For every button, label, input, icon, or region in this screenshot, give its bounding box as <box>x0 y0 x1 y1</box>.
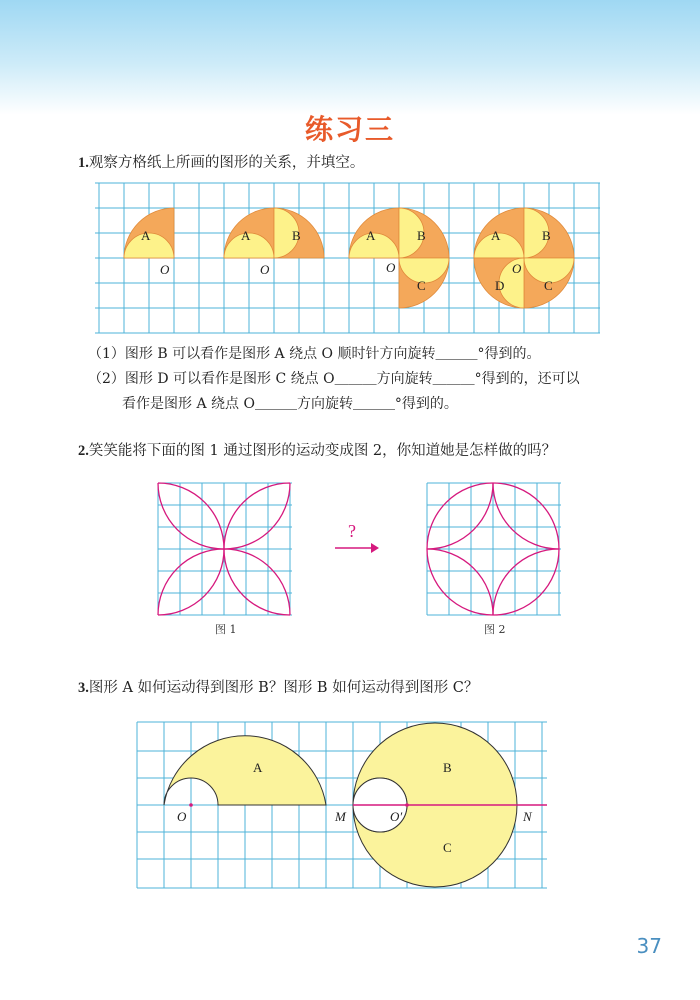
q1-label-o-2: O <box>260 262 270 277</box>
q1-label-a-3: A <box>366 228 376 243</box>
q1-prompt <box>78 153 364 173</box>
q1-label-o-1: O <box>160 262 170 277</box>
q2-arrow <box>333 520 383 560</box>
q1-label-c-3: C <box>417 278 426 293</box>
q1-label-b-3: B <box>417 228 426 243</box>
q3-label-o-prime: O′ <box>390 809 403 824</box>
q1-figure-3 <box>349 208 449 308</box>
q3-figure <box>135 718 555 898</box>
q2-text: 笑笑能将下面的图 1 通过图形的运动变成图 2，你知道她是怎样做的吗？ <box>88 443 557 459</box>
q3-point-o <box>189 803 193 807</box>
q2-number: 2. <box>78 443 89 459</box>
q3-label-c: C <box>443 840 452 855</box>
q1-label-a-2: A <box>241 228 251 243</box>
q3-shape-a <box>164 736 326 805</box>
q1-label-o-4: O <box>512 261 522 276</box>
q3-label-a: A <box>253 760 263 775</box>
q2-caption-2: 图 2 <box>484 623 506 636</box>
q2-caption-1: 图 1 <box>215 623 237 636</box>
q1-sub-question-2a: （2）图形 D 可以看作是图形 C 绕点 O＿＿＿方向旋转＿＿＿°得到的，还可以 <box>88 371 580 387</box>
q1-number: 1. <box>78 155 89 171</box>
q1-sub-question-1: （1）图形 B 可以看作是图形 A 绕点 O 顺时针方向旋转＿＿＿°得到的。 <box>88 346 541 362</box>
q1-label-o-3: O <box>386 260 396 275</box>
q1-label-c-4: C <box>544 278 553 293</box>
q1-figure-4 <box>474 208 574 308</box>
q3-number: 3. <box>78 680 89 696</box>
q1-label-a-1: A <box>141 228 151 243</box>
q3-point-o-prime <box>405 803 409 807</box>
q1-label-d-4: D <box>495 278 505 293</box>
q3-label-m: M <box>335 809 346 824</box>
q3-label-n: N <box>523 809 532 824</box>
q3-label-o: O <box>177 809 187 824</box>
q1-text: 观察方格纸上所画的图形的关系，并填空。 <box>88 155 365 171</box>
top-decorative-band <box>0 0 700 115</box>
q3-label-b: B <box>443 760 452 775</box>
q1-label-a-4: A <box>491 228 501 243</box>
q2-figure-1 <box>155 480 295 640</box>
q1-sub-question-2b: 看作是图形 A 绕点 O＿＿＿方向旋转＿＿＿°得到的。 <box>122 396 458 412</box>
q1-figure-2 <box>224 208 324 258</box>
page-title: 练习三 <box>304 113 395 146</box>
q1-label-b-2: B <box>292 228 301 243</box>
q2-prompt <box>78 441 556 461</box>
q1-grid-figure <box>95 180 605 340</box>
q3-text: 图形 A 如何运动得到图形 B？图形 B 如何运动得到图形 C？ <box>88 680 479 696</box>
q2-question-mark: ? <box>348 521 356 541</box>
q2-figure-2 <box>424 480 564 640</box>
q3-prompt <box>78 678 478 698</box>
page-number: 37 <box>636 934 662 958</box>
q1-label-b-4: B <box>542 228 551 243</box>
